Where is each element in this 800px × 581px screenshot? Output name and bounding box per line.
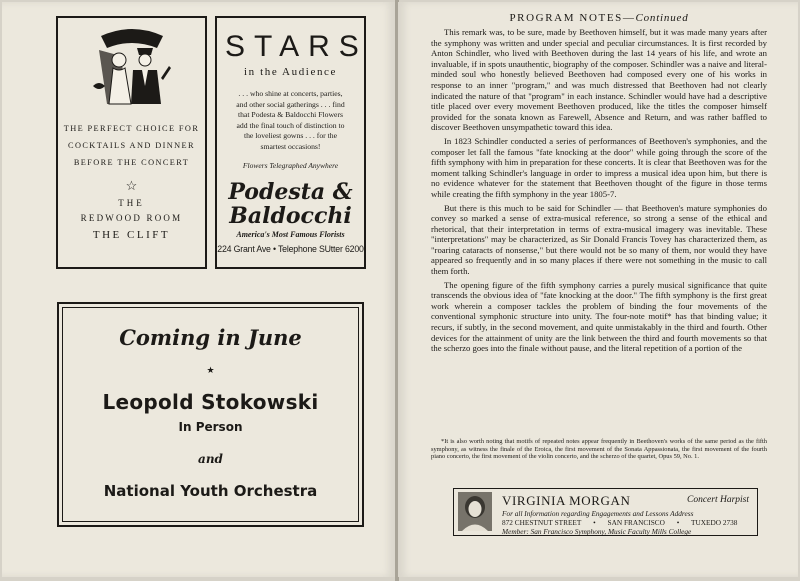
coming-heading: Coming in June (119, 325, 302, 350)
brand-line-1: Podesta & (228, 178, 353, 205)
florist-address: 224 Grant Ave • Telephone SUtter 6200 (217, 243, 364, 254)
star-icon: ★ (206, 366, 215, 376)
brand-name (217, 180, 364, 228)
vm-phone: TUXEDO 2738 (691, 518, 738, 527)
in-person-label: In Person (178, 420, 243, 434)
vm-info-line: For all Information regarding Engagements and Lessons Address (502, 509, 694, 518)
notes-paragraph: But there is this much to be said for Schindler — that Beethoven's mature symphonies do convey so marked a sense of extra-musical reference, so strong a sense of the ethical and rhetorical, that their interpretation in terms of extra-musical imagery was inevitable. These "interpretations" may be characterized, as Sir Donald Francis Tovey has characterized them, as "roaring cataracts of nonsense," but there would not be so many of them, nor would they have appeared so frequently and in so many places if there were not something in the music to call them forth. (431, 202, 767, 277)
footnote: *It is also worth noting that motifs of repeated notes appear frequently in Beethoven's works of the same period as the fifth symphony, as witness the finale of the Eroica, the first movement of the Sonata Appassionata, the first movement of the fourth piano concerto, the first movement of the violin concerto, and the scherzo of the quartet, Opus 59, No. 1. (431, 438, 767, 461)
stars-title: STARS (225, 30, 368, 63)
notes-paragraph: In 1823 Schindler conducted a series of performances of Beethoven's symphonies, and the composer let fall the famous "fate knocking at the door" while going through the score of the fifth symphony with him in preparation for these concerts. It is clear that Beethoven was for the moment talking Schindler's language in order to impress a musical idea upon him, but there is no evidence whatever for the statement that Beethoven thought of the figure in those terms while creating the fifth symphony in the year 1805-7. (431, 135, 767, 199)
orchestra-name: National Youth Orchestra (103, 482, 318, 500)
vm-name: VIRGINIA MORGAN (502, 493, 631, 508)
program-notes (431, 12, 767, 354)
vm-membership-line: Member: San Francisco Symphony, Music Faculty Mills College (502, 527, 692, 536)
vm-separator: • (593, 518, 596, 527)
clift-tagline (58, 120, 205, 171)
star-icon: ☆ (125, 179, 138, 194)
notes-paragraph: This remark was, to be sure, made by Beethoven himself, but it was made many years after the symphony was written and under special and peculiar circumstances. It is first recorded by Anton Schindler, who lived with Beethoven during the last 14 years of his life, and wrote an invaluable, if in spots unauthentic, biography of the composer. Schindler was a naive and literal-minded soul who honestly believed Beethoven had composed every one of his works in response to an inner "program," and was much distressed that Beethoven had not clearly indicated the nature of that "program" in each instance. Schindler would have had a descriptive title placed over every movement Beethoven produced, like the titles the composer himself provided for the sonata known as Farewell, Absence and Return, and was rather baffled to discover Beethoven unsympathetic toward this idea. (431, 27, 767, 133)
florist-advertisement (215, 16, 366, 269)
portrait-photo (458, 492, 492, 531)
performer-name: Leopold Stokowski (102, 390, 319, 414)
telegraphed-line: Flowers Telegraphed Anywhere (242, 160, 339, 170)
heading-text: PROGRAM NOTES— (509, 12, 636, 24)
clift-advertisement (56, 16, 207, 269)
florists-tagline: America's Most Famous Florists (236, 229, 345, 239)
tagline-line-3: BEFORE THE CONCERT (73, 158, 190, 167)
clift-the: THE (118, 198, 145, 208)
inner-border (62, 307, 359, 522)
coming-in-june-advertisement (57, 302, 364, 527)
notes-paragraph: The opening figure of the fifth symphony carries a purely musical significance that quite transcends the obvious idea of "fate knocking at the door." The fifth symphony is the first great work wherein a composer tackles the problem of binding the four movements of the conventional symphonic structure into unity. The four-note motif* has that binding value; it recurs, if subtly, in the second movement, and quite unmistakably in the third and fourth. Other devices for the attainment of unity are the link between the third and fourth movements so that the scherzo goes into the finale without pause, and the literal repetition of a portion of the (431, 279, 767, 354)
vm-city: SAN FRANCISCO (607, 518, 665, 527)
program-notes-heading (431, 12, 767, 24)
brand-line-2: Baldocchi (229, 202, 352, 229)
tagline-line-2: COCKTAILS AND DINNER (68, 141, 195, 150)
portrait-icon (458, 492, 492, 531)
couple-illustration-icon (87, 26, 177, 106)
clift-name: THE CLIFT (92, 229, 171, 241)
stars-blurb: . . . who shine at concerts, parties, and other social gatherings . . . find that Podesta & Baldocchi Flowers add the final touch of distinction to the loveliest gowns . . . for the smartest occasions! (236, 89, 345, 151)
redwood-room-label: REDWOOD ROOM (80, 213, 183, 223)
heading-continued: Continued (635, 12, 689, 24)
virginia-morgan-advertisement (453, 488, 758, 536)
vm-address-line (502, 518, 747, 527)
vm-role: Concert Harpist (686, 495, 749, 505)
stars-subtitle: in the Audience (243, 66, 338, 78)
vm-separator: • (676, 518, 680, 527)
vm-street: 872 CHESTNUT STREET (502, 518, 582, 527)
tagline-line-1: THE PERFECT CHOICE FOR (63, 124, 200, 133)
and-label: and (198, 452, 223, 466)
